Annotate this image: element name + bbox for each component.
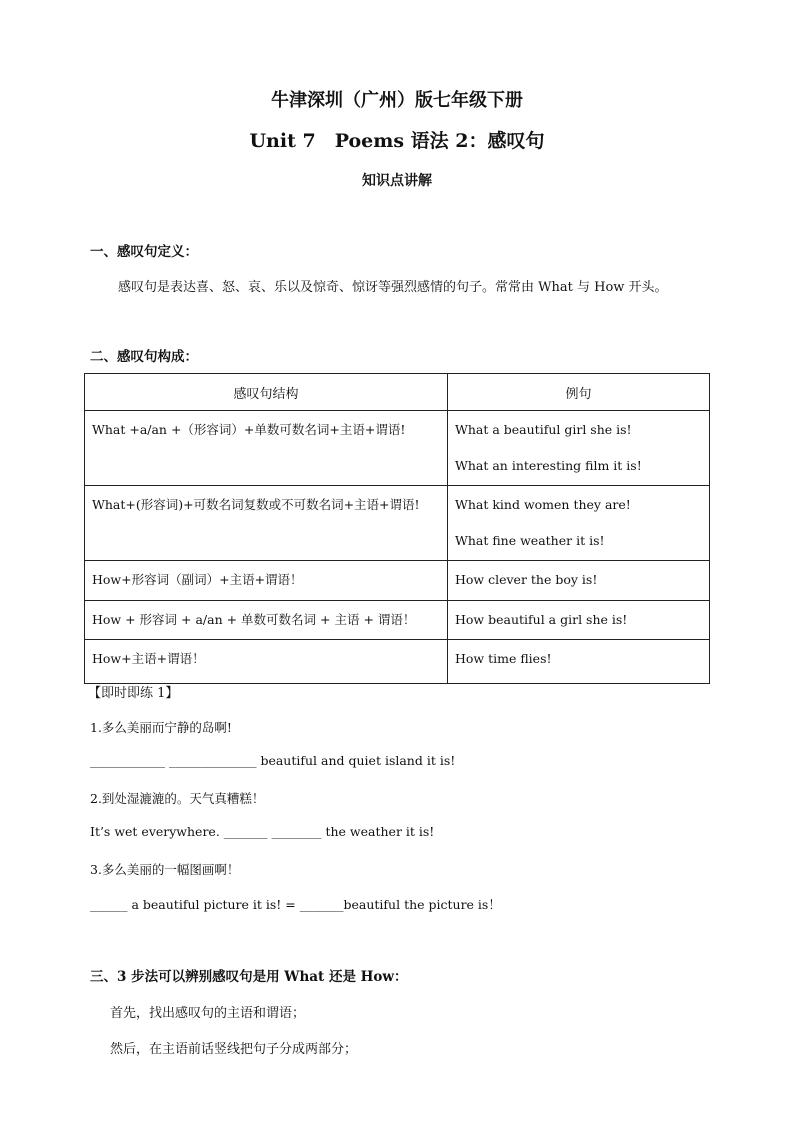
definition-heading: 一、感叹句定义： bbox=[90, 244, 198, 260]
table-row bbox=[85, 601, 710, 640]
table-row bbox=[85, 486, 710, 561]
example-cell: What fine weather it is! bbox=[455, 533, 605, 548]
table-row bbox=[85, 561, 710, 601]
method-step: 首先，找出感叹句的主语和谓语； bbox=[110, 1006, 306, 1021]
example-cell: How time flies! bbox=[455, 651, 552, 666]
structure-cell: How + 形容词 + a/an + 单数可数名词 + 主语 + 谓语！ bbox=[92, 612, 416, 627]
table-row bbox=[85, 411, 710, 486]
practice-answer-line: ______ a beautiful picture it is! = _______beautiful the picture is！ bbox=[90, 897, 501, 912]
practice-answer-line: It’s wet everywhere. _______ ________ the weather it is! bbox=[90, 824, 435, 839]
structure-heading: 二、感叹句构成： bbox=[90, 349, 198, 365]
example-cell: What an interesting film it is! bbox=[455, 458, 642, 473]
table-row bbox=[85, 640, 710, 684]
example-cell: What kind women they are! bbox=[455, 497, 631, 512]
structure-cell: How+主语+谓语！ bbox=[92, 651, 205, 666]
definition-text: 感叹句是表达喜、怒、哀、乐以及惊奇、惊讶等强烈感情的句子。常常由 What 与 How 开头。 bbox=[118, 280, 668, 295]
practice-answer-line: ____________ ______________ beautiful and quiet island it is! bbox=[90, 753, 456, 768]
table-header-structure: 感叹句结构 bbox=[85, 374, 448, 411]
table-header-example: 例句 bbox=[448, 374, 710, 411]
practice-label: 【即时即练 1】 bbox=[88, 686, 179, 701]
practice-question: 3.多么美丽的一幅图画啊！ bbox=[90, 862, 240, 877]
section-subtitle: 知识点讲解 bbox=[362, 173, 432, 189]
structure-cell: What+(形容词)+可数名词复数或不可数名词+主语+谓语! bbox=[92, 497, 420, 512]
example-cell: What a beautiful girl she is! bbox=[455, 422, 632, 437]
structure-cell: What +a/an +（形容词）+单数可数名词+主语+谓语! bbox=[92, 422, 406, 437]
document-series-title: 牛津深圳（广州）版七年级下册 bbox=[271, 90, 523, 111]
practice-question: 1.多么美丽而宁静的岛啊! bbox=[90, 720, 232, 735]
unit-title: Unit 7 Poems 语法 2：感叹句 bbox=[249, 130, 545, 152]
example-cell: How beautiful a girl she is! bbox=[455, 612, 628, 627]
practice-question: 2.到处湿漉漉的。天气真糟糕！ bbox=[90, 791, 265, 806]
method-heading: 三、3 步法可以辨别感叹句是用 What 还是 How： bbox=[90, 969, 408, 985]
example-cell: How clever the boy is! bbox=[455, 572, 598, 587]
method-step: 然后，在主语前话竖线把句子分成两部分； bbox=[110, 1042, 358, 1057]
structure-cell: How+形容词（副词）+主语+谓语！ bbox=[92, 572, 303, 587]
structure-table bbox=[84, 373, 710, 684]
